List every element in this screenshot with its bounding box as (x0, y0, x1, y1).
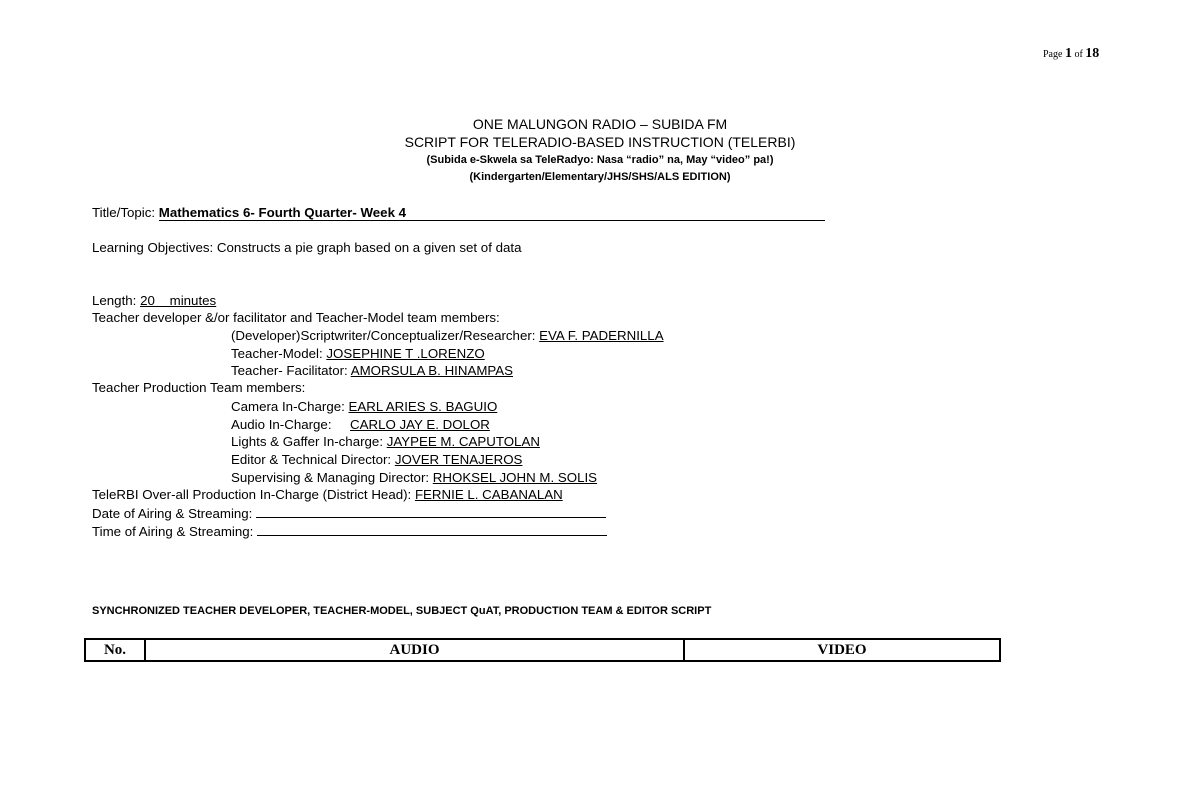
title-topic-row (92, 205, 825, 221)
lights-label: Lights & Gaffer In-charge: (231, 434, 387, 449)
learning-objectives-row (92, 240, 521, 255)
learning-objectives-value: Constructs a pie graph based on a given set of data (216, 240, 522, 255)
camera-value: EARL ARIES S. BAGUIO (348, 399, 498, 414)
editor-row (231, 452, 522, 467)
title-topic-label: Title/Topic: (92, 205, 159, 220)
audio-incharge-value: CARLO JAY E. DOLOR (350, 417, 490, 432)
teacher-model-row (231, 346, 485, 361)
developer-row (231, 328, 664, 343)
developer-label: (Developer)Scriptwriter/Conceptualizer/Researcher: (231, 328, 540, 343)
editor-label: Editor & Technical Director: (231, 452, 395, 467)
camera-label: Camera In-Charge: (231, 399, 349, 414)
audio-incharge-row (231, 417, 490, 432)
overall-row (92, 487, 563, 502)
section-title: SYNCHRONIZED TEACHER DEVELOPER, TEACHER-MODEL, SUBJECT QuAT, PRODUCTION TEAM & EDITOR SCRIPT (92, 605, 712, 617)
supervising-value: RHOKSEL JOHN M. SOLIS (432, 470, 598, 485)
teacher-facilitator-row (231, 363, 513, 378)
developer-value: EVA F. PADERNILLA (539, 328, 664, 343)
time-airing-row (92, 523, 607, 539)
length-label: Length: (92, 293, 141, 308)
date-airing-blank (256, 505, 606, 518)
title-topic-value (159, 206, 825, 221)
date-airing-row (92, 505, 606, 521)
production-heading: Teacher Production Team members: (92, 380, 306, 395)
col-no: No. (85, 639, 145, 661)
editor-value: JOVER TENAJEROS (394, 452, 523, 467)
header-script-title: SCRIPT FOR TELERADIO-BASED INSTRUCTION (TELERBI) (404, 134, 796, 150)
teacher-model-label: Teacher-Model: (231, 346, 327, 361)
teacher-model-value: JOSEPHINE T .LORENZO (326, 346, 485, 361)
learning-objectives-label: Learning Objectives: (92, 240, 217, 255)
header-tagline: (Subida e-Skwela sa TeleRadyo: Nasa “radio” na, May “video” pa!) (426, 154, 774, 166)
script-table-header (85, 639, 1000, 661)
supervising-row (231, 470, 597, 485)
page-of: of (1074, 49, 1083, 60)
teacher-facilitator-label: Teacher- Facilitator: (231, 363, 351, 378)
camera-row (231, 399, 497, 414)
script-table (84, 638, 1001, 662)
col-audio: AUDIO (145, 639, 684, 661)
page-total: 18 (1085, 46, 1100, 61)
overall-label: TeleRBI Over-all Production In-Charge (District Head): (92, 487, 415, 502)
supervising-label: Supervising & Managing Director: (231, 470, 433, 485)
header-station: ONE MALUNGON RADIO – SUBIDA FM (472, 116, 728, 132)
length-row (92, 293, 216, 308)
audio-incharge-label: Audio In-Charge: (231, 417, 350, 432)
header-edition: (Kindergarten/Elementary/JHS/SHS/ALS EDITION) (469, 171, 731, 183)
time-airing-blank (257, 523, 607, 536)
overall-value: FERNIE L. CABANALAN (414, 487, 563, 502)
page-current: 1 (1064, 46, 1072, 61)
time-airing-label: Time of Airing & Streaming: (92, 524, 258, 539)
length-value: 20 minutes (140, 293, 217, 308)
lights-value: JAYPEE M. CAPUTOLAN (386, 434, 540, 449)
teacher-facilitator-value: AMORSULA B. HINAMPAS (350, 363, 514, 378)
page-label: Page (1043, 49, 1063, 60)
date-airing-label: Date of Airing & Streaming: (92, 506, 257, 521)
team-heading: Teacher developer &/or facilitator and Teacher-Model team members: (92, 310, 500, 325)
col-video: VIDEO (684, 639, 1000, 661)
page-number (1043, 46, 1099, 62)
title-topic-text: Mathematics 6- Fourth Quarter- Week 4 (158, 205, 407, 220)
lights-row (231, 434, 540, 449)
